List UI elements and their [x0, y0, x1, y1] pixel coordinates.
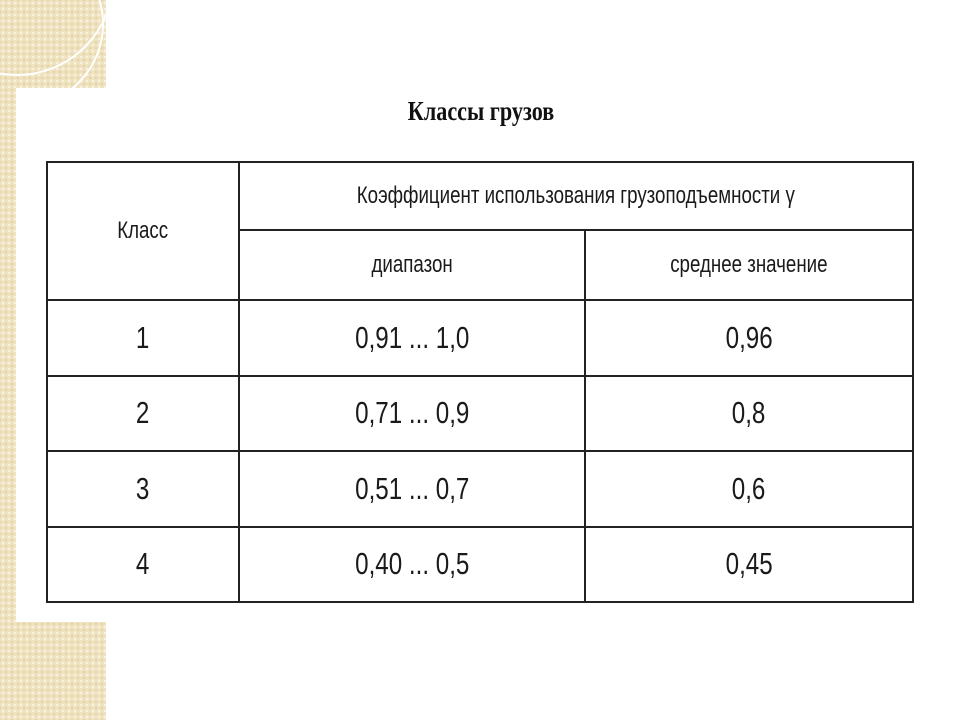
- corner-ornament: [0, 0, 106, 88]
- slide-panel: [16, 88, 960, 622]
- class-cell: [47, 451, 239, 527]
- load-classes-table: [46, 161, 914, 603]
- mean-cell: [585, 300, 913, 376]
- range-cell: [239, 376, 585, 452]
- range-cell: [239, 300, 585, 376]
- range-value: 0,71 ... 0,9: [354, 395, 470, 431]
- mean-value: 0,96: [725, 319, 773, 355]
- subheader-range-cell: [239, 230, 585, 300]
- mean-value: 0,6: [732, 470, 766, 506]
- subheader-range-label: диапазон: [371, 251, 453, 278]
- class-value: 3: [136, 470, 150, 506]
- class-cell: [47, 527, 239, 603]
- range-cell: [239, 451, 585, 527]
- subheader-mean-label: среднее значение: [670, 251, 828, 278]
- table-row: [47, 376, 913, 452]
- header-class-cell: [47, 162, 239, 300]
- class-value: 1: [136, 319, 150, 355]
- class-cell: [47, 300, 239, 376]
- header-coefficient-cell: [239, 162, 913, 230]
- class-cell: [47, 376, 239, 452]
- table-row: [47, 300, 913, 376]
- range-value: 0,91 ... 1,0: [354, 319, 470, 355]
- slide-title: Классы грузов: [407, 96, 555, 126]
- range-cell: [239, 527, 585, 603]
- table-row: [47, 451, 913, 527]
- range-value: 0,40 ... 0,5: [354, 546, 470, 582]
- mean-cell: [585, 451, 913, 527]
- mean-cell: [585, 527, 913, 603]
- table-header-row: [47, 162, 913, 230]
- class-value: 2: [136, 395, 150, 431]
- mean-value: 0,8: [732, 395, 766, 431]
- header-class-label: Класс: [117, 217, 169, 244]
- range-value: 0,51 ... 0,7: [354, 470, 470, 506]
- table-row: [47, 527, 913, 603]
- subheader-mean-cell: [585, 230, 913, 300]
- header-coefficient-label: Коэффициент использования грузоподъемности γ: [356, 182, 796, 209]
- class-value: 4: [136, 546, 150, 582]
- mean-value: 0,45: [725, 546, 773, 582]
- mean-cell: [585, 376, 913, 452]
